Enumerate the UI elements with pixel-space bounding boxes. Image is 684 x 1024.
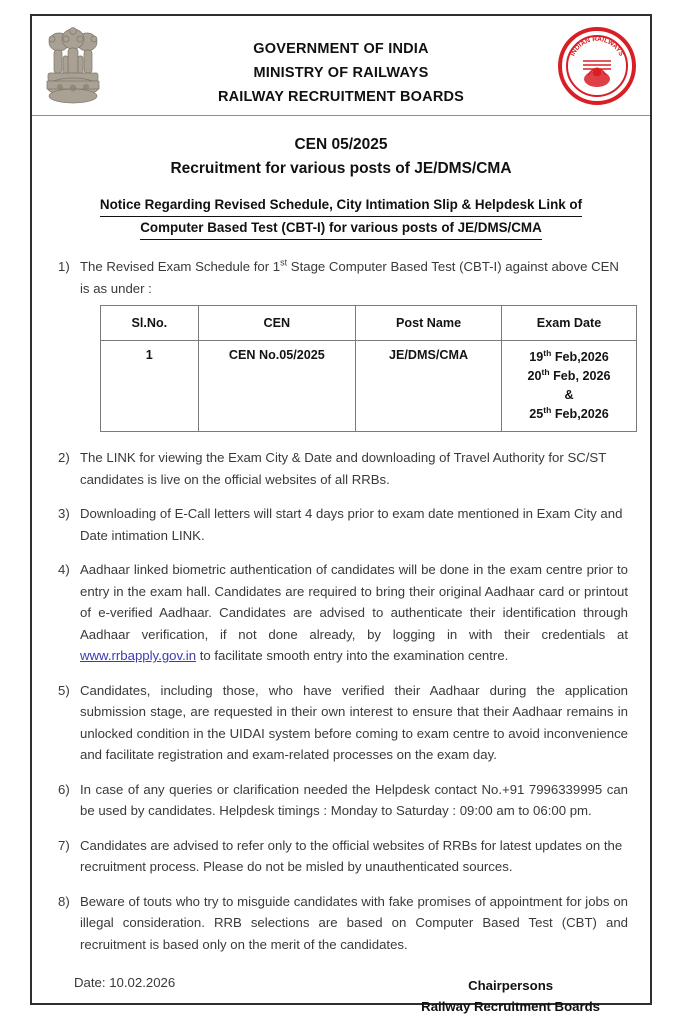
item-number: 7): [58, 837, 70, 853]
page-title-cen: CEN 05/2025: [294, 136, 388, 153]
item-number: 6): [58, 781, 70, 797]
exam-date-rest: Feb, 2026: [549, 369, 611, 383]
item-4-text-after-link: to facilitate smooth entry into the examination centre.: [196, 648, 509, 663]
cell-post-name: JE/DMS/CMA: [356, 341, 502, 432]
list-item: [54, 779, 628, 822]
svg-text:INDIAN RAILWAYS: INDIAN RAILWAYS: [569, 35, 625, 58]
item-1-text-pre: The Revised Exam Schedule for 1: [80, 259, 281, 274]
item-text: Candidates are advised to refer only to the official websites of RRBs for latest updates on the recruitment process. Please do not be misled by unauthenticated sources.: [80, 837, 623, 874]
column-header-cen: CEN: [198, 306, 355, 341]
notice-heading-line1: Notice Regarding Revised Schedule, City Intimation Slip & Helpdesk Link of: [100, 194, 582, 217]
list-item: [54, 559, 628, 667]
item-number: 1): [58, 259, 70, 274]
exam-date-rest: Feb,2026: [551, 407, 609, 421]
signature-authority: Railway Recruitment Boards: [421, 999, 600, 1014]
item-number: 2): [58, 450, 70, 465]
notice-body: [32, 256, 650, 955]
item-number: 8): [58, 893, 70, 909]
item-text: Downloading of E-Call letters will start 4 days prior to exam date mentioned in Exam City and Date intimation LINK.: [80, 506, 623, 543]
document-header: [32, 16, 650, 116]
item-number: 3): [58, 506, 70, 521]
exam-date-day: 25: [529, 407, 544, 421]
item-number: 4): [58, 562, 70, 577]
exam-date-line: [506, 367, 632, 386]
exam-date-line: [506, 348, 632, 367]
item-text: Candidates, including those, who have verified their Aadhaar during the application submission stage, are requested in their own interest to ensure that their Aadhaar remains in unlocked condition in the UIDAI system before coming to exam centre to avoid inconvenience and facilitate registration and exam-related processes on the exam day.: [80, 682, 628, 762]
exam-schedule-table-wrapper: [100, 305, 637, 432]
page-subtitle-recruitment: Recruitment for various posts of JE/DMS/CMA: [170, 160, 512, 177]
list-item: [54, 835, 628, 878]
column-header-sl-no: Sl.No.: [101, 306, 199, 341]
item-number: 5): [58, 682, 70, 698]
masthead-line-government: GOVERNMENT OF INDIA: [253, 41, 429, 57]
table-header-row: [101, 306, 637, 341]
cell-cen: CEN No.05/2025: [198, 341, 355, 432]
list-item: [54, 680, 628, 766]
item-text: In case of any queries or clarification needed the Helpdesk contact No.+91 7996339995 can be used by candidates. Helpdesk timings : Monday to Saturday : 09:00 am to 06:00 pm.: [80, 781, 628, 818]
exam-date-day: 19: [529, 350, 544, 364]
indian-railways-seal-icon: [558, 27, 636, 105]
rrbapply-link[interactable]: www.rrbapply.gov.in: [80, 648, 197, 663]
exam-date-rest: Feb,2026: [551, 350, 609, 364]
document-date: [54, 975, 175, 990]
item-text: [80, 559, 628, 667]
notice-heading-line2: Computer Based Test (CBT-I) for various posts of JE/DMS/CMA: [140, 217, 542, 240]
notice-document: [30, 14, 652, 1014]
exam-date-sup: th: [541, 366, 550, 377]
date-label: Date:: [74, 975, 106, 990]
document-footer: [54, 975, 628, 1017]
item-1-ordinal-suffix: st: [280, 257, 288, 268]
exam-date-line: [506, 405, 632, 424]
column-header-post-name: Post Name: [356, 306, 502, 341]
exam-date-list: [506, 348, 632, 424]
cell-exam-date: [502, 341, 637, 432]
item-text: The LINK for viewing the Exam City & Date and downloading of Travel Authority for SC/ST candidates is live on the official websites of all RRBs.: [80, 450, 607, 487]
item-4-text-before-link: Aadhaar linked biometric authentication of candidates will be done in the exam centre prior to entry in the exam hall. Candidates are required to bring their original Aadhaar card or printout of e-verified Aadhaar. Candidates are advised to authenticate their identification through Aadhaar verification, if not done already, by logging in with their credentials at: [80, 562, 628, 642]
signature-block: [421, 975, 628, 1017]
masthead-line-ministry: MINISTRY OF RAILWAYS: [253, 65, 429, 81]
exam-schedule-table: [100, 305, 637, 432]
masthead-line-boards: RAILWAY RECRUITMENT BOARDS: [217, 89, 465, 105]
exam-date-sup: th: [543, 404, 552, 415]
column-header-exam-date: Exam Date: [502, 306, 637, 341]
item-text: [80, 256, 628, 299]
notice-heading: [52, 194, 630, 240]
exam-date-line: [506, 386, 632, 405]
table-row: [101, 341, 637, 432]
list-item: [54, 447, 628, 490]
exam-date-sup: th: [543, 347, 552, 358]
list-item: [54, 256, 628, 299]
exam-date-day: 20: [527, 369, 542, 383]
list-item: [54, 503, 628, 546]
item-1-text-post: Stage Computer Based Test (CBT-I) against above CEN is as under :: [80, 259, 619, 296]
date-value: 10.02.2026: [109, 975, 176, 990]
cell-sl-no: 1: [101, 341, 199, 432]
signature-designation: Chairpersons: [468, 978, 554, 993]
list-item: [54, 891, 628, 956]
exam-date-separator: &: [564, 388, 574, 402]
item-text: Beware of touts who try to misguide candidates with fake promises of appointment for jobs on illegal consideration. RRB selections are based on Computer Based Test (CBT) and recruitment is based only on the merit of the candidates.: [80, 893, 628, 952]
title-block: [32, 116, 650, 240]
